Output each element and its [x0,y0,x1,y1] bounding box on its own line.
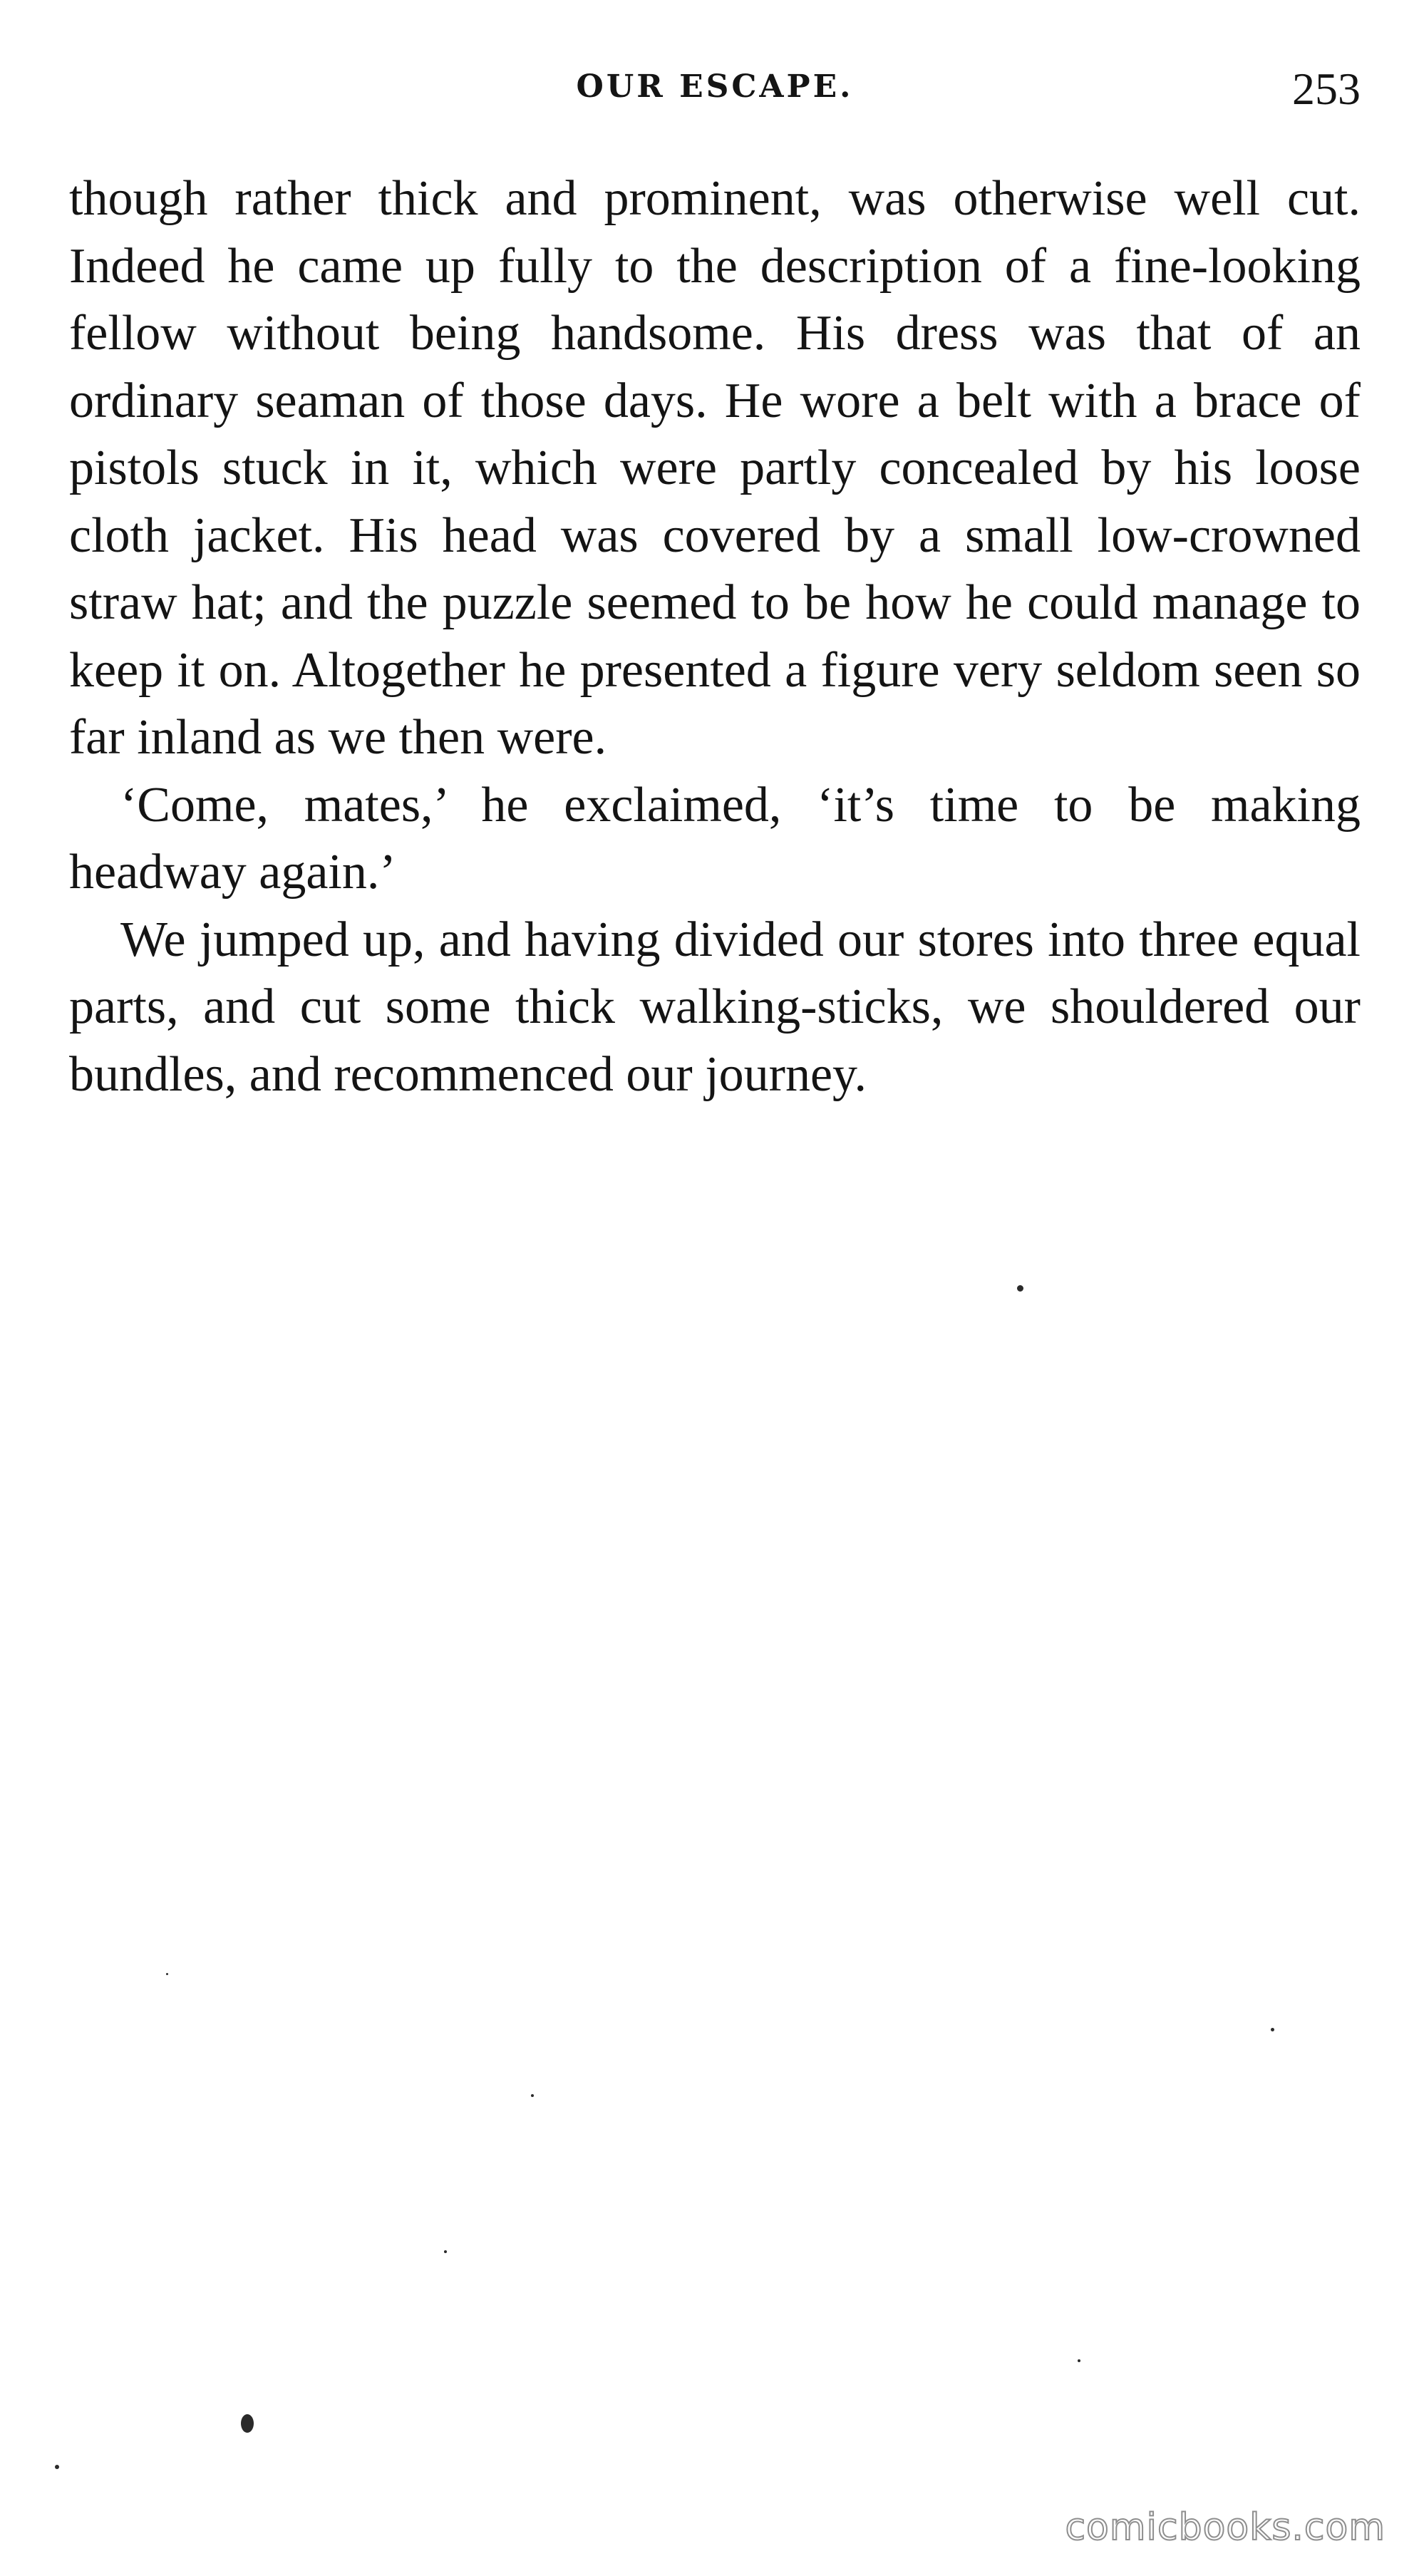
paragraph-dialogue: ‘Come, mates,’ he exclaimed, ‘it’s time to be making headway again.’ [69,777,1361,900]
paragraph-journey: We jumped up, and having divided our stores into three equal parts, and cut some thick walking-sticks, we shouldered our bundles, and recommenced our journey. [69,912,1361,1102]
running-title: OUR ESCAPE. [576,68,854,105]
watermark: comicbooks.com [1065,2506,1385,2549]
running-head [69,63,1361,127]
scan-speck [1271,2028,1274,2031]
scan-speck [241,2414,254,2433]
page-number: 253 [1292,63,1361,114]
scan-speck [166,1973,168,1975]
scan-speck [1017,1285,1023,1292]
scan-speck [1078,2359,1080,2362]
scan-speck [55,2465,59,2469]
scan-speck [444,2250,447,2253]
scan-speck [531,2094,534,2097]
paragraph-continued: though rather thick and prominent, was otherwise well cut. Indeed he came up fully to the description of a fine-looking fellow without being handsome. His dress was that of an ordinary seaman of those days. He wore a belt with a brace of pistols stuck in it, which were partly concealed by his loose cloth jacket. His head was covered by a small low-crowned straw hat; and the puzzle seemed to be how he could manage to keep it on. Altogether he presented a figure very seldom seen so far inland as we then were. [69,171,1361,765]
body-text [69,165,1361,1108]
